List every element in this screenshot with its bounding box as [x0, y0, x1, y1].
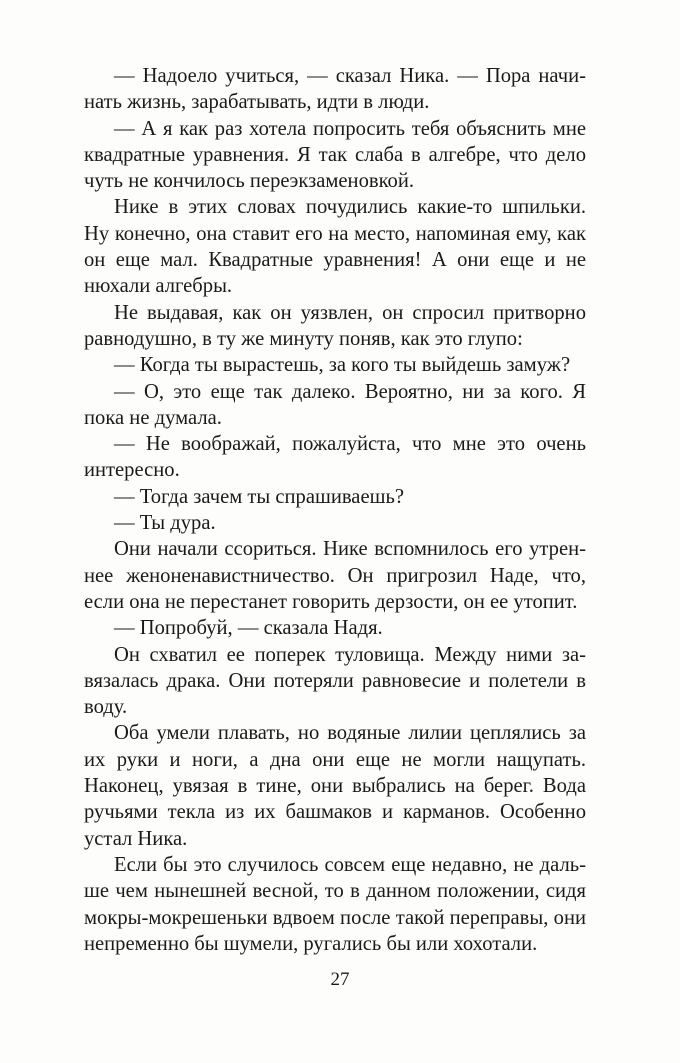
paragraph-5: — Когда ты вырастешь, за кого ты выйдешь замуж? — [114, 354, 571, 377]
paragraph-12: Он схватил ее поперек туловища. Между ними завязалась драка. Они потеряли равновесие и полетели в воду. — [84, 643, 586, 719]
paragraph-14: Если бы это случилось совсем еще недавно, не дальше чем нынешней весной, то в данном положении, сидя мокры-мокрешеньки вдвоем после такой переправы, они непременно бы шумели, ругались бы или хохотали. — [84, 853, 586, 955]
paragraph-6: — О, это еще так далеко. Вероятно, ни за кого. Я пока не думала. — [84, 380, 586, 429]
paragraph-2: — А я как раз хотела попросить тебя объяснить мне квадратные уравнения. Я так слаба в алгебре, что дело чуть не кончилось переэкзаменовкой. — [84, 117, 586, 193]
paragraph-11: — Попробуй, — сказала Надя. — [114, 617, 383, 640]
paragraph-8: — Тогда зачем ты спрашиваешь? — [114, 485, 404, 508]
paragraph-1: — Надоело учиться, — сказал Ника. — Пора начинать жизнь, зарабатывать, идти в люди. — [84, 65, 586, 114]
paragraph-4: Не выдавая, как он уязвлен, он спросил притворно равнодушно, в ту же минуту поняв, как это глупо: — [84, 301, 586, 350]
page-number: 27 — [330, 969, 350, 990]
paragraph-13: Оба умели плавать, но водяные лилии цеплялись за их руки и ноги, а дна они еще не могли нащупать. Наконец, увязая в тине, они выбрались на берег. Вода ручьями текла из их башмаков и карманов. Особенно устал Ника. — [84, 722, 586, 850]
paragraph-7: — Не воображай, пожалуйста, что мне это очень интересно. — [84, 433, 586, 482]
paragraph-9: — Ты дура. — [114, 512, 216, 535]
body-text — [84, 63, 586, 957]
paragraph-3: Нике в этих словах почудились какие-то шпильки. Ну конечно, она ставит его на место, напоминая ему, как он еще мал. Квадратные уравнения! А они еще и не нюхали алгебры. — [84, 196, 586, 298]
paragraph-10: Они начали ссориться. Нике вспомнилось его утреннее женоненавистничество. Он пригрозил Наде, что, если она не перестанет говорить дерзости, он ее утопит. — [84, 538, 586, 613]
